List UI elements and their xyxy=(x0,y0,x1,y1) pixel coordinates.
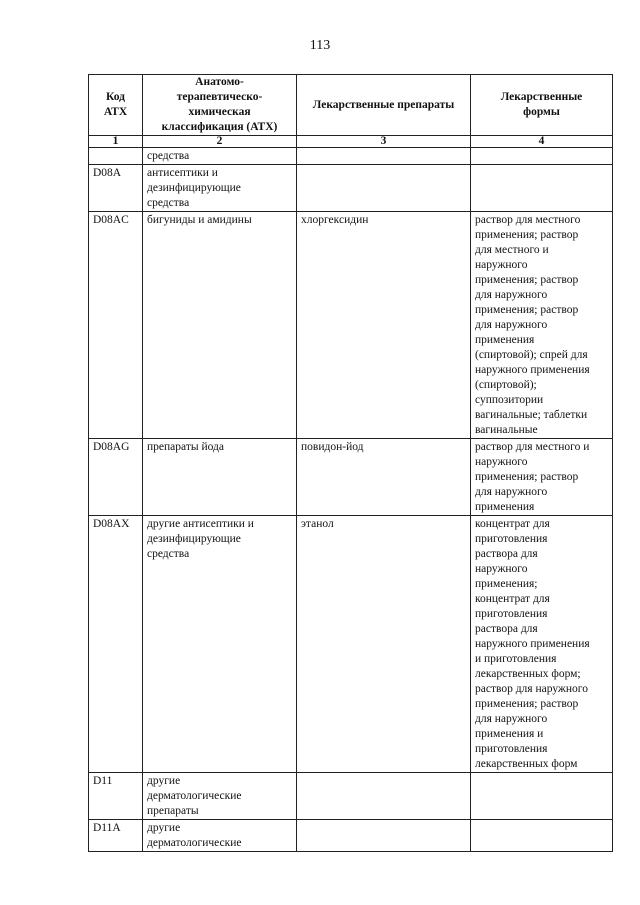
classification-cell: бигуниды и амидины xyxy=(143,212,297,439)
header-cell-classification: Анатомо- терапевтическо- химическая классификация (АТХ) xyxy=(143,75,297,136)
dosage-forms-cell: раствор для местного и наружного применения; раствор для наружного применения xyxy=(471,439,613,516)
drug-cell xyxy=(297,773,471,820)
table-row xyxy=(89,212,613,439)
dosage-forms-cell: раствор для местного применения; раствор для местного и наружного применения; раствор для наружного применения; раствор для наружного применения (спиртовой); спрей для наружного применения (спиртовой); суппозитории вагинальные; таблетки вагинальные xyxy=(471,212,613,439)
classification-cell: антисептики и дезинфицирующие средства xyxy=(143,165,297,212)
header-cell-forms: Лекарственные формы xyxy=(471,75,613,136)
atx-code-cell xyxy=(89,148,143,165)
drug-cell xyxy=(297,820,471,852)
classification-cell: другие дерматологические препараты xyxy=(143,773,297,820)
atx-code-cell: D08AG xyxy=(89,439,143,516)
classification-cell: средства xyxy=(143,148,297,165)
atx-code-cell: D11A xyxy=(89,820,143,852)
dosage-forms-cell xyxy=(471,148,613,165)
table-row xyxy=(89,148,613,165)
table-row xyxy=(89,439,613,516)
drug-cell xyxy=(297,165,471,212)
table-row xyxy=(89,820,613,852)
header-cell-code: Код АТХ xyxy=(89,75,143,136)
classification-cell: другие дерматологические xyxy=(143,820,297,852)
dosage-forms-cell xyxy=(471,773,613,820)
column-number: 4 xyxy=(471,136,613,148)
atx-code-cell: D08AX xyxy=(89,516,143,773)
header-cell-drugs: Лекарственные препараты xyxy=(297,75,471,136)
drug-cell: этанол xyxy=(297,516,471,773)
dosage-forms-cell xyxy=(471,165,613,212)
dosage-forms-cell: концентрат для приготовления раствора для наружного применения; концентрат для приготовления раствора для наружного применения и приготовления лекарственных форм; раствор для наружного применения; раствор для наружного применения и приготовления лекарственных форм xyxy=(471,516,613,773)
table-row xyxy=(89,516,613,773)
column-number-row xyxy=(89,136,613,148)
classification-cell: другие антисептики и дезинфицирующие средства xyxy=(143,516,297,773)
column-number: 3 xyxy=(297,136,471,148)
header-row xyxy=(89,75,613,136)
classification-cell: препараты йода xyxy=(143,439,297,516)
drug-cell xyxy=(297,148,471,165)
page-number: 113 xyxy=(309,38,331,53)
dosage-forms-cell xyxy=(471,820,613,852)
table-row xyxy=(89,165,613,212)
drug-cell: повидон-йод xyxy=(297,439,471,516)
column-number: 1 xyxy=(89,136,143,148)
atx-code-cell: D08AC xyxy=(89,212,143,439)
table-row xyxy=(89,773,613,820)
column-number: 2 xyxy=(143,136,297,148)
drug-cell: хлоргексидин xyxy=(297,212,471,439)
atx-table xyxy=(88,74,613,852)
atx-code-cell: D08A xyxy=(89,165,143,212)
atx-code-cell: D11 xyxy=(89,773,143,820)
